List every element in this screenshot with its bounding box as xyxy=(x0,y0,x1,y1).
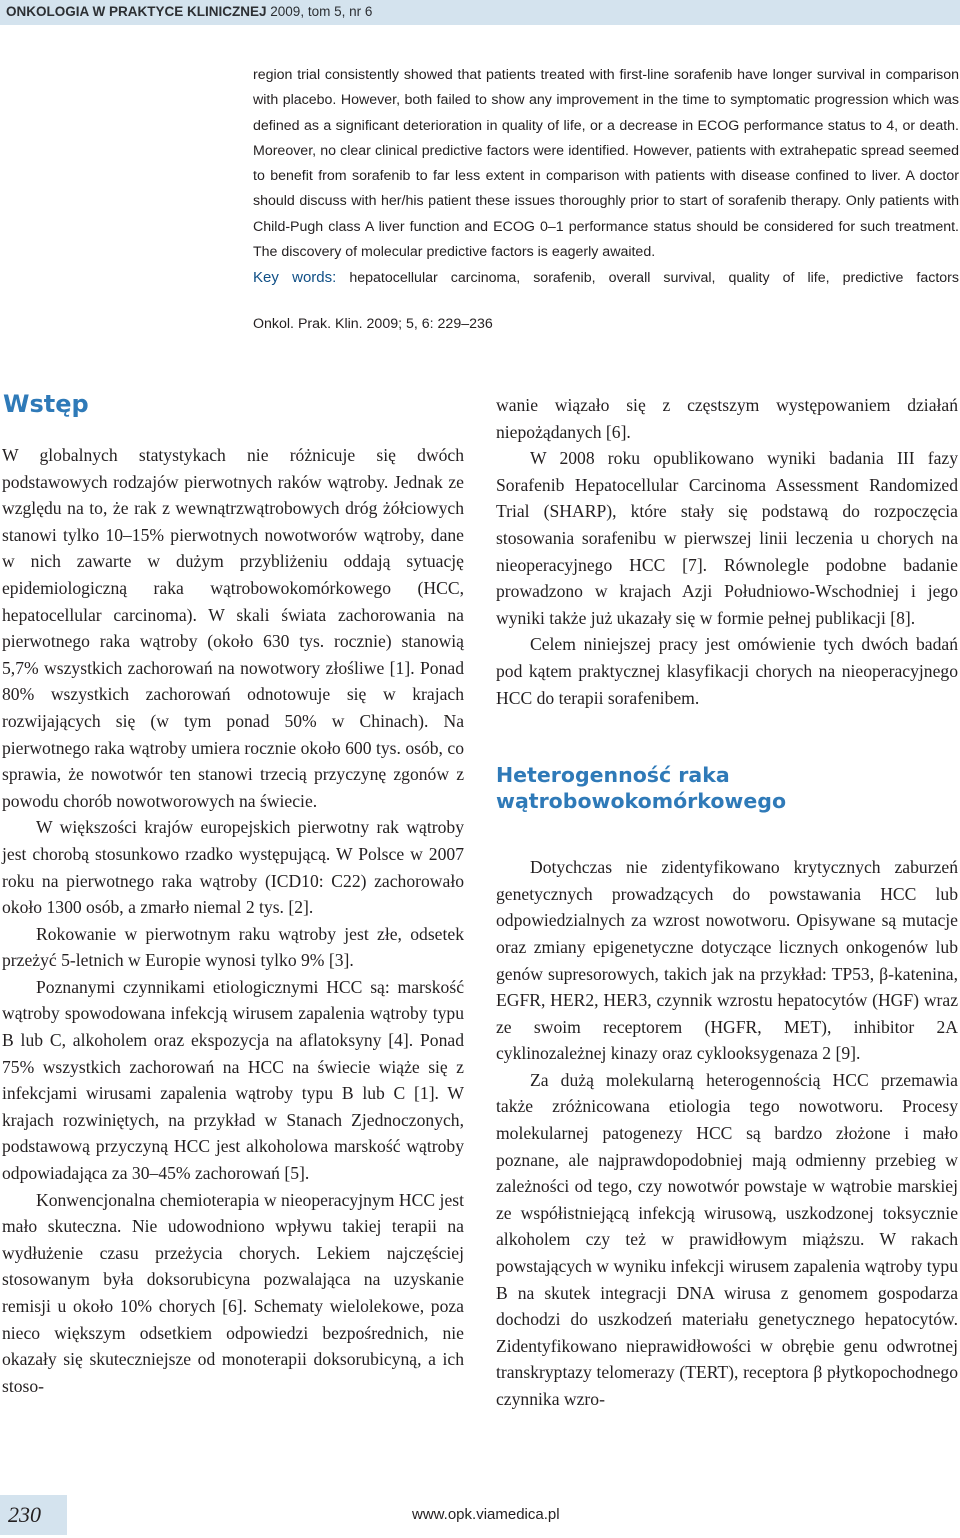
abstract-text: region trial consistently showed that patients treated with first-line sorafenib have longer survival in comparison with placebo. However, both failed to show any improvement in the time to symptomatic progression which was defined as a significant deterioration in quality of life, or a decrease in ECOG performance status to 4, or death. Moreover, no clear clinical predictive factors were identified. However, patients with extrahepatic spread seemed to benefit from sorafenib to far less extent in comparison with patients with disease confined to liver. A doctor should discuss with her/his patient these issues thoroughly prior to start of sorafenib therapy. Only patients with Child-Pugh class A liver function and ECOG 0–1 performance status should be considered for such treatment. The discovery of molecular predictive factors is eagerly awaited. xyxy=(253,67,959,261)
journal-issue: 2009, tom 5, nr 6 xyxy=(270,4,373,19)
paragraph: Poznanymi czynnikami etiologicznymi HCC są: marskość wątroby spowodowana infekcją wirusem zapalenia wątroby typu B lub C, alkoholem oraz ekspozycja na aflatoksyny [4]. Ponad 75% wszystkich zachorowań na HCC na świecie wiąże się z infekcjami wirusami zapalenia wątroby typu B lub C [1]. W krajach rozwiniętych, na przykład w Stanach Zjednoczonych, podstawową przyczyną HCC jest alkoholowa marskość wątroby odpowiadająca za 30–45% zachorowań [5]. xyxy=(2,976,464,1184)
right-column xyxy=(496,392,958,1413)
paragraph: Celem niniejszej pracy jest omówienie tych dwóch badań pod kątem praktycznej klasyfikacji chorych na nieoperacyjnego HCC do terapii sorafenibem. xyxy=(496,634,958,708)
paragraph: W globalnych statystykach nie różnicuje się dwóch podstawowych rodzajów pierwotnych raków wątroby. Jednak ze względu na to, że rak z wewnątrzwątrobowych dróg żółciowych stanowi tylko 10–15% pierwotnych nowotworów wątroby, dane w nich zawarte w dużym przybliżeniu oddają sytuację epidemiologiczną raka wątrobowokomórkowego (HCC, hepatocellular carcinoma). W skali świata zachorowania na pierwotnego raka wątroby (około 630 tys. rocznie) stanowią 5,7% wszystkich zachorowań na nowotwory złośliwe [1]. Ponad 80% wszystkich zachorowań odnotowuje się w krajach rozwijających się (w tym ponad 50% w Chinach). Na pierwotnego raka wątroby umiera rocznie około 600 tys. osób, co sprawia, że nowotwór ten stanowi trzecią przyczynę zgonów z powodu chorób nowotworowych na świecie. xyxy=(2,445,464,811)
citation: Onkol. Prak. Klin. 2009; 5, 6: 229–236 xyxy=(253,316,493,332)
journal-title: ONKOLOGIA W PRAKTYCE KLINICZNEJ xyxy=(6,4,267,19)
section-heading-wstep: Wstęp xyxy=(3,390,89,418)
page-number: 230 xyxy=(8,1502,41,1527)
section-heading-heterogennosc: Heterogenność raka wątrobowokomórkowego xyxy=(496,763,787,814)
abstract xyxy=(253,63,959,292)
paragraph: W 2008 roku opublikowano wyniki badania III fazy Sorafenib Hepatocellular Carcinoma Assessment Randomized Trial (SHARP), które stały się podstawą do rozpoczęcia stosowania sorafenibu w pierwszej linii leczenia u chorych na nieoperacyjnego HCC [7]. Równolegle podobne badanie prowadzono w krajach Azji Południowo-Wschodniej i jego wyniki także już ukazały się w formie pełnej publikacji [8]. xyxy=(496,448,958,628)
keywords-label: Key words: xyxy=(253,269,337,287)
paragraph: W większości krajów europejskich pierwotny rak wątroby jest chorobą stosunkowo rzadko występującą. W Polsce w 2007 roku na pierwotnego raka wątroby (ICD10: C22) zachorowało około 1300 osób, a zmarło niemal 2 tys. [2]. xyxy=(2,817,464,918)
keywords-text: hepatocellular carcinoma, sorafenib, overall survival, quality of life, predictive factors xyxy=(349,270,959,287)
left-column xyxy=(2,442,464,1399)
footer-url: www.opk.viamedica.pl xyxy=(412,1506,560,1523)
paragraph: Dotychczas nie zidentyfikowano krytycznych zaburzeń genetycznych prowadzących do powstawania HCC lub odpowiedzialnych za wzrost nowotworu. Opisywane są mutacje oraz zmiany epigenetyczne dotyczące licznych onkogenów lub genów supresorowych, takich jak na przykład: TP53, β-katenina, EGFR, HER2, HER3, czynnik wzrostu hepatocytów (HGF) wraz ze swoim receptorem (HGFR, MET), inhibitor 2A cyklinozależnej kinazy oraz cyklooksygenaza 2 [9]. xyxy=(496,857,958,1064)
journal-header xyxy=(6,4,372,19)
paragraph: Za dużą molekularną heterogennością HCC przemawia także zróżnicowana etiologia tego nowotworu. Procesy molekularnej patogenezy HCC są bardzo złożone i mało poznane, ale najprawdopodobniej mają odmienny przebieg w zależności od tego, czy nowotwór powstaje w wątrobie marskiej ze współistniejącą infekcją wirusową, uszkodzonej toksycznie alkoholem czy też w prawidłowym miąższu. W rakach powstających w wyniku infekcji wirusem zapalenia wątroby typu B na skutek integracji DNA wirusa z genomem gospodarza dochodzi do uszkodzeń materiału genetycznego hepatocytów. Zidentyfikowano nieprawidłowości w obrębie genu odwrotnej transkryptazy telomerazy (TERT), receptora β płytkopochodnego czynnika wzro- xyxy=(496,1069,958,1409)
paragraph: Konwencjonalna chemioterapia w nieoperacyjnym HCC jest mało skuteczna. Nie udowodniono wpływu takiej terapii na wydłużenie czasu przeżycia chorych. Lekiem najczęściej stosowanym była doksorubicyna pozwalająca na uzyskanie remisji u około 10% chorych [6]. Schematy wielolekowe, poza nieco większym odsetkiem odpowiedzi bezpośrednich, nie okazały się skuteczniejsze od monoterapii doksorubicyną, a ich stoso- xyxy=(2,1189,464,1396)
paragraph: wanie wiązało się z częstszym występowaniem działań niepożądanych [6]. xyxy=(496,395,958,442)
keywords-line xyxy=(253,265,959,291)
paragraph: Rokowanie w pierwotnym raku wątroby jest złe, odsetek przeżyć 5-letnich w Europie wynosi tylko 9% [3]. xyxy=(2,923,464,971)
